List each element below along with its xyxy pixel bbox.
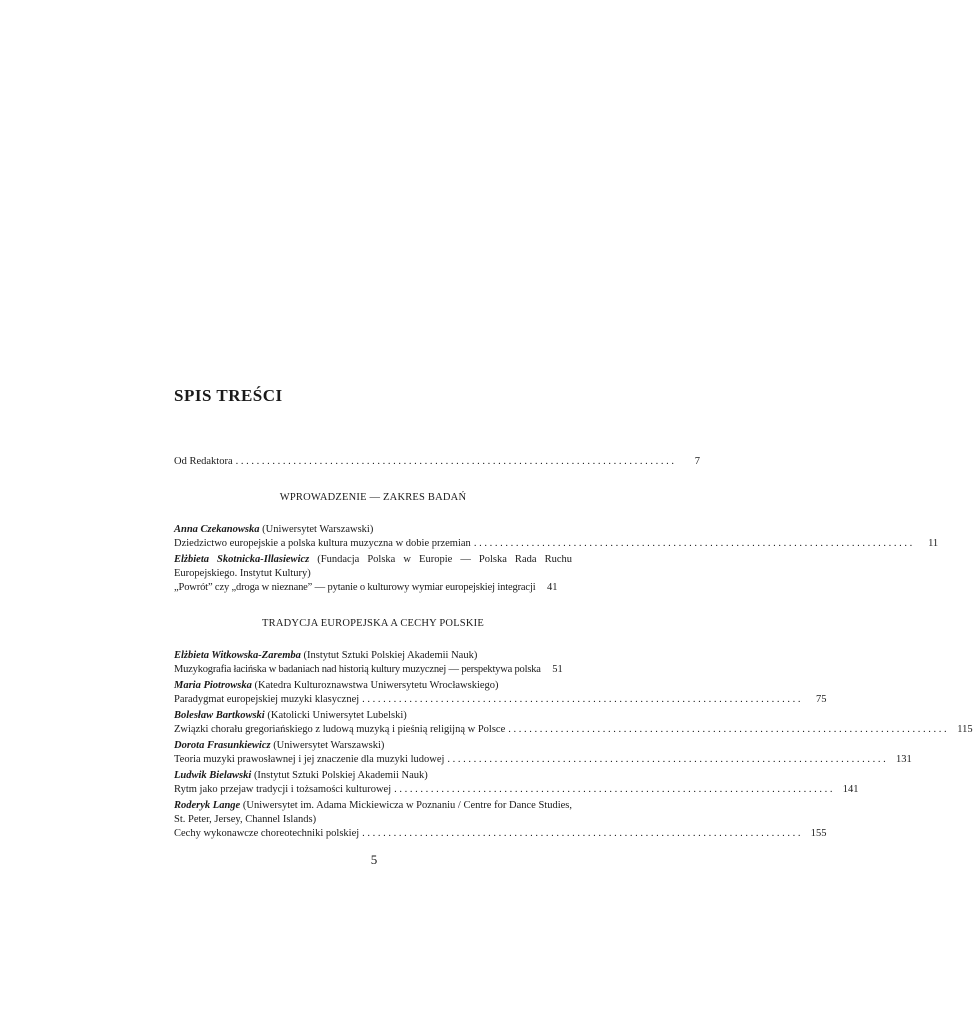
- page-number: 5: [370, 852, 378, 867]
- toc-entry-title: Związki chorału gregoriańskiego z ludową muzyką i pieśnią religijną w Polsce: [174, 724, 506, 735]
- toc-entry[interactable]: [174, 769, 859, 797]
- toc-entry-title: Teoria muzyki prawosławnej i jej znaczenie dla muzyki ludowej: [174, 754, 445, 765]
- author-affiliation: (Uniwersytet im. Adama Mickiewicza w Poznaniu / Centre for Dance Studies, St. Peter, Jersey, Channel Islands): [174, 800, 572, 825]
- section-heading: WPROWADZENIE — ZAKRES BADAŃ: [279, 492, 467, 503]
- author-affiliation: (Katedra Kulturoznawstwa Uniwersytetu Wrocławskiego): [251, 680, 499, 691]
- toc-entry[interactable]: [174, 679, 827, 707]
- author-affiliation: (Instytut Sztuki Polskiej Akademii Nauk): [300, 650, 478, 661]
- author-line: [174, 679, 572, 693]
- toc-entry-page: 131: [896, 754, 912, 765]
- author-line: [174, 709, 572, 723]
- author-affiliation: (Fundacja Polska w Europie — Polska Rada Ruchu Europejskiego. Instytut Kultury): [174, 554, 572, 579]
- toc-entry-title: „Powrót” czy „droga w nieznane” — pytanie o kulturowy wymiar europejskiej integracji: [174, 582, 536, 593]
- dot-leader: [362, 827, 800, 841]
- author-name: Elżbieta Skotnicka-Illasiewicz: [174, 554, 310, 565]
- toc-entry-title: Rytm jako przejaw tradycji i tożsamości kulturowej: [174, 784, 392, 795]
- toc-entry-title: Dziedzictwo europejskie a polska kultura muzyczna w dobie przemian: [174, 538, 471, 549]
- dot-leader: [447, 753, 885, 767]
- author-name: Anna Czekanowska: [174, 524, 260, 535]
- toc-entry-editor[interactable]: [174, 455, 700, 469]
- toc-entry[interactable]: [174, 739, 912, 767]
- author-name: Ludwik Bielawski: [174, 770, 252, 781]
- dot-leader: [394, 783, 832, 797]
- author-affiliation: (Uniwersytet Warszawski): [270, 740, 385, 751]
- dot-leader: [362, 693, 800, 707]
- author-name: Elżbieta Witkowska-Zaremba: [174, 650, 301, 661]
- section-heading: TRADYCJA EUROPEJSKA A CECHY POLSKIE: [262, 618, 484, 629]
- dot-leader: [474, 537, 912, 551]
- toc-entry-page: 11: [928, 538, 939, 549]
- toc-entry-page: 7: [694, 456, 700, 467]
- toc-entry-page: 141: [842, 784, 859, 795]
- toc-entry[interactable]: [174, 709, 973, 737]
- toc-entry-page: 155: [810, 828, 827, 839]
- toc-entry-page: 51: [552, 664, 563, 675]
- toc-entry[interactable]: [174, 799, 827, 841]
- author-affiliation: (Instytut Sztuki Polskiej Akademii Nauk): [251, 770, 428, 781]
- toc-entry-title: Paradygmat europejskiej muzyki klasycznej: [174, 694, 360, 705]
- author-line: [174, 769, 572, 783]
- author-affiliation: (Uniwersytet Warszawski): [259, 524, 374, 535]
- author-name: Dorota Frasunkiewicz: [174, 740, 271, 751]
- toc-entry-title: Od Redaktora: [174, 456, 233, 467]
- author-line: [174, 523, 572, 537]
- toc-entry-title: Muzykografia łacińska w badaniach nad historią kultury muzycznej — perspektywa polska: [174, 664, 541, 675]
- author-affiliation: (Katolicki Uniwersytet Lubelski): [264, 710, 407, 721]
- author-line: [174, 739, 572, 753]
- dot-leader: [508, 723, 946, 737]
- author-name: Maria Piotrowska: [174, 680, 252, 691]
- page-title: SPIS TREŚCI: [174, 386, 283, 405]
- toc-entry-page: 115: [957, 724, 973, 735]
- author-name: Roderyk Lange: [174, 800, 241, 811]
- toc-entry-title: Cechy wykonawcze choreotechniki polskiej: [174, 828, 360, 839]
- toc-entry-page: 75: [816, 694, 827, 705]
- author-name: Bolesław Bartkowski: [174, 710, 265, 721]
- dot-leader: [236, 455, 674, 469]
- author-line: [174, 553, 572, 581]
- author-line: [174, 799, 572, 827]
- toc-entry[interactable]: [174, 523, 939, 551]
- toc-entry-page: 41: [546, 582, 558, 593]
- author-line: [174, 649, 572, 663]
- toc-entry[interactable]: [174, 553, 572, 595]
- toc-entry[interactable]: [174, 649, 572, 677]
- table-of-contents: [174, 455, 973, 843]
